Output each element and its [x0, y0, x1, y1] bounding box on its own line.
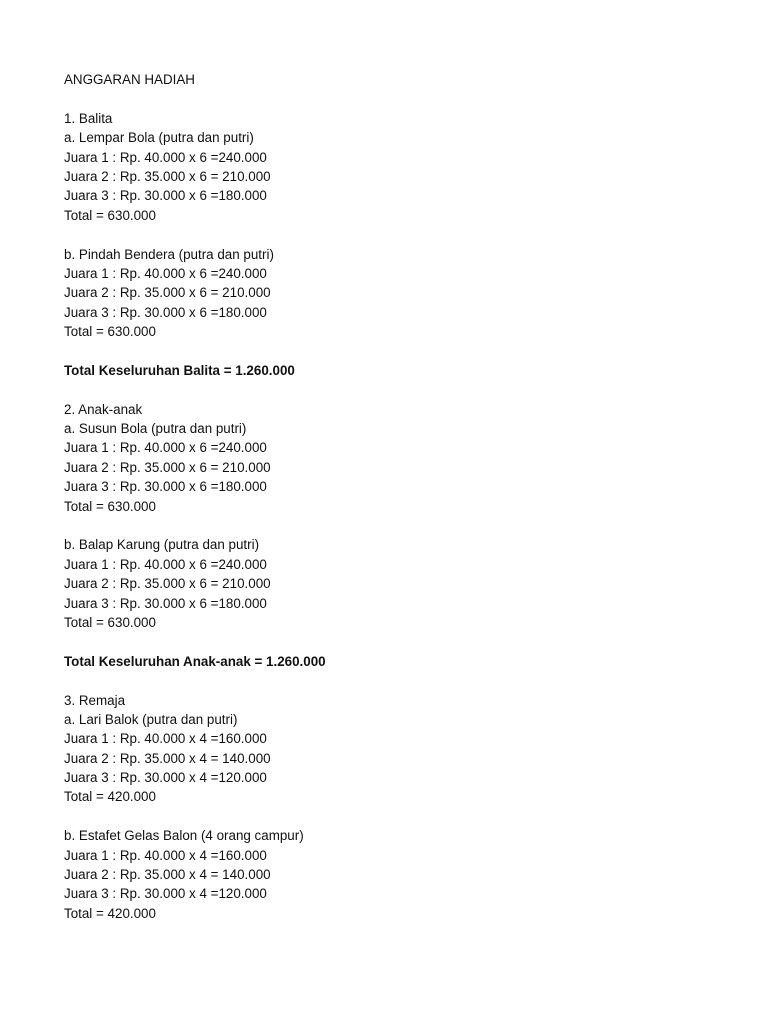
prize-line: Juara 3 : Rp. 30.000 x 4 =120.000 — [64, 770, 267, 786]
spacer — [64, 807, 744, 826]
prize-line: Juara 3 : Rp. 30.000 x 4 =120.000 — [64, 886, 267, 902]
prize-line: Juara 1 : Rp. 40.000 x 6 =240.000 — [64, 265, 267, 281]
spacer — [64, 380, 744, 399]
prize-line: Juara 1 : Rp. 40.000 x 6 =240.000 — [64, 440, 267, 456]
prize-line: Juara 2 : Rp. 35.000 x 6 = 210.000 — [64, 285, 271, 301]
event-name: a. Lari Balok (putra dan putri) — [64, 711, 238, 727]
spacer — [64, 516, 744, 535]
event-total: Total = 420.000 — [64, 789, 156, 805]
section-grand-total: Total Keseluruhan Balita = 1.260.000 — [64, 362, 295, 378]
prize-line: Juara 1 : Rp. 40.000 x 4 =160.000 — [64, 731, 267, 747]
prize-line: Juara 1 : Rp. 40.000 x 6 =240.000 — [64, 149, 267, 165]
prize-line: Juara 1 : Rp. 40.000 x 6 =240.000 — [64, 556, 267, 572]
event-block — [64, 128, 744, 225]
event-total: Total = 630.000 — [64, 498, 156, 514]
prize-line: Juara 2 : Rp. 35.000 x 4 = 140.000 — [64, 867, 271, 883]
prize-line: Juara 3 : Rp. 30.000 x 6 =180.000 — [64, 188, 267, 204]
prize-line: Juara 1 : Rp. 40.000 x 4 =160.000 — [64, 847, 267, 863]
prize-line: Juara 2 : Rp. 35.000 x 6 = 210.000 — [64, 576, 271, 592]
section-heading: 2. Anak-anak — [64, 401, 143, 417]
prize-line: Juara 2 : Rp. 35.000 x 6 = 210.000 — [64, 459, 271, 475]
event-block — [64, 535, 744, 632]
section-remaja — [64, 691, 744, 924]
spacer — [64, 225, 744, 244]
event-name: b. Balap Karung (putra dan putri) — [64, 537, 260, 553]
spacer — [64, 632, 744, 651]
section-anak-anak — [64, 400, 744, 671]
event-name: a. Susun Bola (putra dan putri) — [64, 421, 247, 437]
spacer — [64, 341, 744, 360]
event-total: Total = 630.000 — [64, 614, 156, 630]
section-heading: 3. Remaja — [64, 692, 126, 708]
prize-line: Juara 2 : Rp. 35.000 x 4 = 140.000 — [64, 750, 271, 766]
prize-line: Juara 3 : Rp. 30.000 x 6 =180.000 — [64, 479, 267, 495]
section-grand-total: Total Keseluruhan Anak-anak = 1.260.000 — [64, 653, 326, 669]
spacer — [64, 89, 744, 108]
spacer — [64, 671, 744, 690]
event-block — [64, 710, 744, 807]
section-heading: 1. Balita — [64, 110, 113, 126]
event-total: Total = 630.000 — [64, 324, 156, 340]
event-block — [64, 419, 744, 516]
prize-line: Juara 3 : Rp. 30.000 x 6 =180.000 — [64, 304, 267, 320]
event-name: a. Lempar Bola (putra dan putri) — [64, 130, 254, 146]
event-total: Total = 420.000 — [64, 905, 156, 921]
prize-line: Juara 3 : Rp. 30.000 x 6 =180.000 — [64, 595, 267, 611]
document-title: ANGGARAN HADIAH — [64, 72, 195, 87]
event-name: b. Pindah Bendera (putra dan putri) — [64, 246, 274, 262]
section-balita — [64, 109, 744, 380]
prize-line: Juara 2 : Rp. 35.000 x 6 = 210.000 — [64, 168, 271, 184]
document-page — [64, 70, 744, 923]
event-total: Total = 630.000 — [64, 207, 156, 223]
event-block — [64, 245, 744, 342]
event-name: b. Estafet Gelas Balon (4 orang campur) — [64, 828, 304, 844]
event-block — [64, 826, 744, 923]
